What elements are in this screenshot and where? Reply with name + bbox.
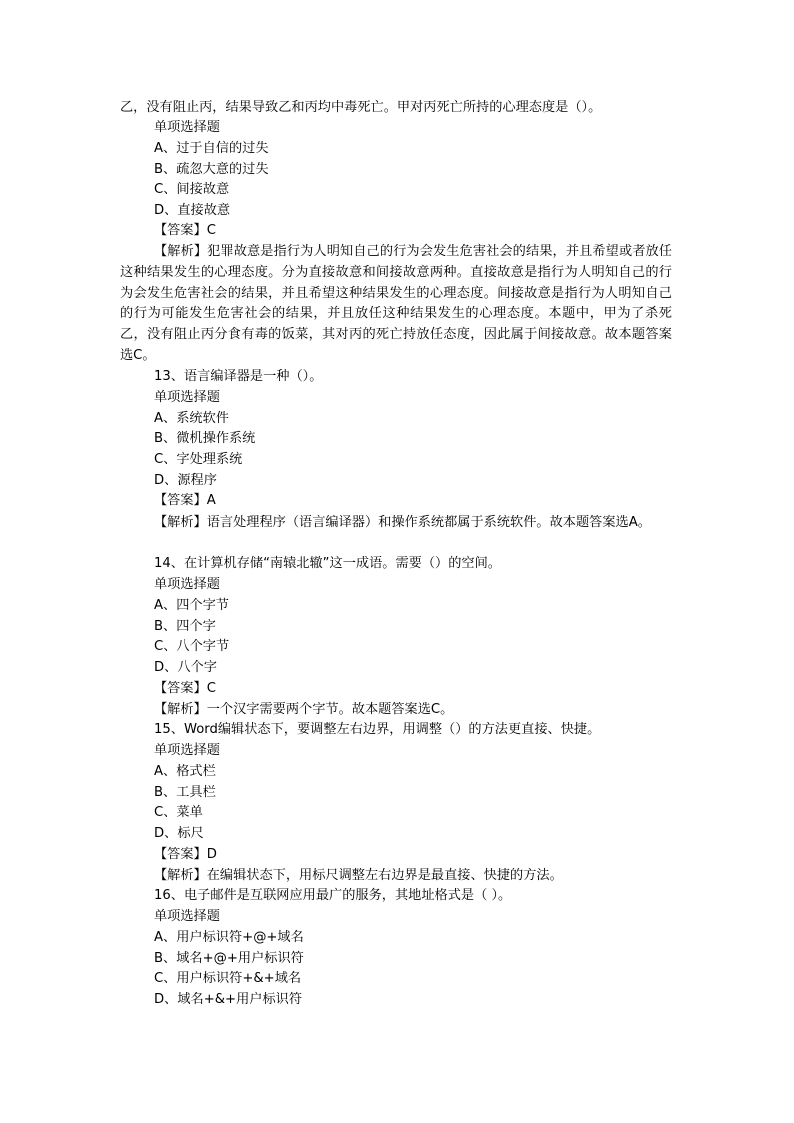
question-14-option-b: B、四个字: [154, 619, 216, 634]
question-12-answer: 【答案】C: [154, 223, 216, 238]
question-12-option-a: A、过于自信的过失: [154, 141, 269, 156]
question-13-stem: 13、语言编译器是一种（）。: [154, 369, 323, 384]
question-16-option-d: D、域名+&+用户标识符: [154, 992, 303, 1007]
question-13-option-b: B、微机操作系统: [154, 431, 256, 446]
question-14-option-d: D、八个字: [154, 660, 217, 675]
question-16-option-a: A、用户标识符+@+域名: [154, 930, 304, 945]
question-13-option-a: A、系统软件: [154, 411, 229, 426]
question-16-option-c: C、用户标识符+&+域名: [154, 971, 302, 986]
question-15-option-a: A、格式栏: [154, 764, 216, 779]
question-15-type: 单项选择题: [154, 743, 220, 758]
question-12-type: 单项选择题: [154, 120, 220, 135]
question-13-option-d: D、源程序: [154, 473, 217, 488]
question-15-option-c: C、菜单: [154, 805, 203, 820]
question-14-answer: 【答案】C: [154, 681, 216, 696]
question-15-stem: 15、Word编辑状态下，要调整左右边界，用调整（）的方法更直接、快捷。: [154, 722, 601, 737]
question-12-option-c: C、间接故意: [154, 182, 230, 197]
question-14-type: 单项选择题: [154, 577, 220, 592]
question-14-stem: 14、在计算机存储“南辕北辙”这一成语。需要（）的空间。: [154, 556, 501, 571]
question-13-type: 单项选择题: [154, 390, 220, 405]
question-16-option-b: B、域名+@+用户标识符: [154, 951, 304, 966]
question-15-option-d: D、标尺: [154, 826, 204, 841]
question-12-stem: 乙，没有阻止丙，结果导致乙和丙均中毒死亡。甲对丙死亡所持的心理态度是（）。: [120, 100, 602, 115]
question-13-option-c: C、字处理系统: [154, 452, 243, 467]
question-16-stem: 16、电子邮件是互联网应用最广的服务，其地址格式是（ ）。: [154, 888, 512, 903]
question-12-option-d: D、直接故意: [154, 203, 231, 218]
question-13-answer: 【答案】A: [154, 493, 216, 508]
question-14-option-c: C、八个字节: [154, 639, 230, 654]
question-15-answer: 【答案】D: [154, 847, 217, 862]
question-16-type: 单项选择题: [154, 909, 220, 924]
question-14-option-a: A、四个字节: [154, 598, 229, 613]
question-15-analysis: 【解析】在编辑状态下，用标尺调整左右边界是最直接、快捷的方法。: [154, 868, 563, 883]
question-14-analysis: 【解析】一个汉字需要两个字节。故本题答案选C。: [154, 702, 454, 717]
question-13-analysis: 【解析】语言处理程序（语言编译器）和操作系统都属于系统软件。故本题答案选A。: [154, 515, 651, 530]
question-12-analysis: 【解析】犯罪故意是指行为人明知自己的行为会发生危害社会的结果，并且希望或者放任这种结果发生的心理态度。分为直接故意和间接故意两种。直接故意是指行为人明知自己的行为会发生危害社会的结果，并且希望这种结果发生的心理态度。间接故意是指行为人明知自己的行为可能发生危害社会的结果，并且放任这种结果发生的心理态度。本题中，甲为了杀死乙，没有阻止丙分食有毒的饭菜，其对丙的死亡持放任态度，因此属于间接故意。故本题答案选C。: [120, 244, 672, 363]
question-12-option-b: B、疏忽大意的过失: [154, 162, 269, 177]
question-15-option-b: B、工具栏: [154, 785, 216, 800]
